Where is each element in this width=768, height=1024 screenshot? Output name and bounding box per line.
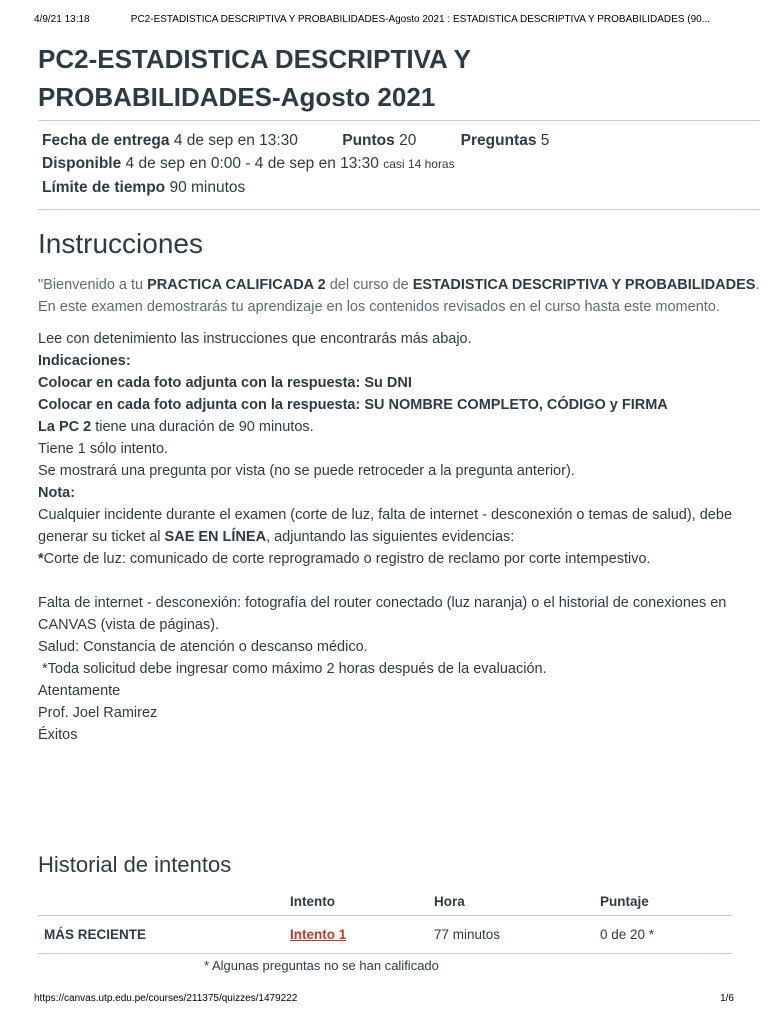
col-score: Puntaje <box>594 888 732 916</box>
power-line <box>38 548 760 570</box>
photo-name: Colocar en cada foto adjunta con la respuesta: SU NOMBRE COMPLETO, CÓDIGO y FIRMA <box>38 397 668 413</box>
power-star: * <box>38 551 44 567</box>
photo-dni: Colocar en cada foto adjunta con la respuesta: Su DNI <box>38 375 412 391</box>
col-attempt: Intento <box>284 888 428 916</box>
professor: Prof. Joel Ramirez <box>38 705 158 721</box>
divider <box>38 209 760 210</box>
incident-line <box>38 504 760 548</box>
instructions-heading: Instrucciones <box>38 228 203 259</box>
regards: Atentamente <box>38 683 121 699</box>
available-value: 4 de sep en 0:00 - 4 de sep en 13:30 <box>125 155 379 172</box>
print-header <box>34 14 734 25</box>
internet-line: Falta de internet - desconexión: fotografía del router conectado (luz naranja) o el historial de conexiones en CANVAS (vista de páginas). <box>38 595 727 633</box>
quiz-content <box>38 40 760 973</box>
table-row <box>38 916 732 954</box>
intro-text: "Bienvenido a tu <box>38 277 148 293</box>
health-line: Salud: Constancia de atención o descanso médico. <box>38 639 368 655</box>
deadline-line: *Toda solicitud debe ingresar como máximo 2 horas después de la evaluación. <box>38 661 547 677</box>
read-carefully: Lee con detenimiento las instrucciones que encontrarás más abajo. <box>38 331 472 347</box>
grading-note: * Algunas preguntas no se han calificado <box>204 958 439 973</box>
print-page-number: 1/6 <box>720 993 734 1004</box>
quiz-title <box>38 40 760 116</box>
history-heading: Historial de intentos <box>38 852 232 877</box>
quiz-details <box>38 121 760 209</box>
duration-text: tiene una duración de 90 minutos. <box>91 419 314 435</box>
print-timestamp: 4/9/21 13:18 <box>34 14 90 25</box>
intro-text: . En este examen demostrarás tu aprendizaje en los contenidos revisados en el curso hasta este momento. <box>38 277 760 315</box>
instructions-body <box>38 328 760 746</box>
print-page-title: PC2-ESTADISTICA DESCRIPTIVA Y PROBABILIDADES-Agosto 2021 : ESTADISTICA DESCRIPTIVA Y PROBABILIDADES (90... <box>130 14 711 25</box>
questions-label: Preguntas <box>460 132 537 149</box>
one-attempt: Tiene 1 sólo intento. <box>38 441 169 457</box>
success: Éxitos <box>38 727 78 743</box>
col-empty <box>38 888 284 916</box>
intro-paragraph <box>38 274 760 318</box>
incident-bold: SAE EN LÍNEA <box>164 529 267 545</box>
incident-text: , adjuntando las siguientes evidencias: <box>266 529 515 545</box>
intro-bold: PRACTICA CALIFICADA 2 <box>147 277 326 293</box>
quiz-title-line1: PC2-ESTADISTICA DESCRIPTIVA Y <box>38 44 471 74</box>
row-label: MÁS RECIENTE <box>38 916 284 954</box>
available-label: Disponible <box>42 155 122 172</box>
indicaciones-label: Indicaciones: <box>38 353 131 369</box>
points-value: 20 <box>399 132 417 149</box>
duration-bold: La PC 2 <box>38 419 92 435</box>
col-time: Hora <box>428 888 594 916</box>
table-header-row <box>38 888 732 916</box>
intro-text: del curso de <box>325 277 413 293</box>
points-label: Puntos <box>342 132 395 149</box>
attempts-table <box>38 888 732 954</box>
questions-value: 5 <box>540 132 550 149</box>
available-note: casi 14 horas <box>383 157 455 171</box>
row-score: 0 de 20 * <box>594 916 732 954</box>
due-value: 4 de sep en 13:30 <box>173 132 298 149</box>
row-time: 77 minutos <box>428 916 594 954</box>
one-question: Se mostrará una pregunta por vista (no se puede retroceder a la pregunta anterior). <box>38 463 575 479</box>
intro-bold: ESTADISTICA DESCRIPTIVA Y PROBABILIDADES <box>412 277 756 293</box>
time-limit-value: 90 minutos <box>169 179 246 196</box>
nota-label: Nota: <box>38 485 76 501</box>
time-limit-label: Límite de tiempo <box>42 179 166 196</box>
print-footer <box>34 993 734 1004</box>
attempt-link[interactable]: Intento 1 <box>290 927 347 942</box>
duration-line <box>38 416 760 438</box>
power-text: Corte de luz: comunicado de corte reprogramado o registro de reclamo por corte intempestivo. <box>43 551 651 567</box>
incident-text: Cualquier incidente durante el examen (corte de luz, falta de internet - desconexión o temas de salud), debe generar su ticket al <box>38 507 733 545</box>
print-url: https://canvas.utp.edu.pe/courses/211375/quizzes/1479222 <box>34 993 298 1004</box>
quiz-title-line2: PROBABILIDADES-Agosto 2021 <box>38 82 436 112</box>
due-label: Fecha de entrega <box>42 132 170 149</box>
